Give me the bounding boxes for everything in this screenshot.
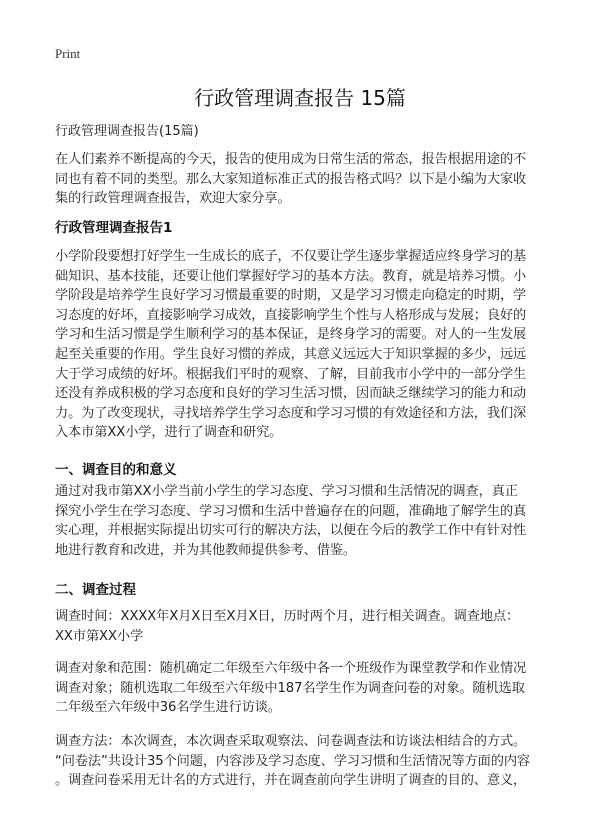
section2-heading: 二、调查过程 bbox=[55, 582, 136, 598]
text-line: 习态度的好坏，直接影响学习成效，直接影响学生个性与人格形成与发展；良好的 bbox=[55, 307, 527, 323]
text-line: 大于学习成绩的好坏。根据我们平时的观察、了解，目前我市小学中的一部分学生 bbox=[55, 366, 527, 382]
text-line: 在人们素养不断提高的今天，报告的使用成为日常生活的常态，报告根据用途的不 bbox=[55, 152, 527, 167]
report-heading: 行政管理调查报告1 bbox=[55, 220, 173, 236]
time-paragraph bbox=[55, 607, 555, 646]
text-line: 入本市第XX小学，进行了调查和研究。 bbox=[55, 425, 283, 441]
text-line: 集的行政管理调查报告，欢迎大家分享。 bbox=[55, 191, 291, 207]
text-line: 通过对我市第XX小学当前小学生的学习态度、学习习惯和生活情况的调查，真正 bbox=[55, 484, 518, 499]
text-line: 地进行教育和改进，并为其他教师提供参考、借鉴。 bbox=[55, 542, 357, 558]
method-paragraph bbox=[55, 732, 555, 791]
text-line: XX市第XX小学 bbox=[55, 628, 144, 644]
section1-paragraph bbox=[55, 482, 555, 560]
text-line: 力。为了改变现状，寻找培养学生学习态度和学习习惯的有效途径和方法，我们深 bbox=[55, 405, 527, 421]
section1-heading: 一、调查目的和意义 bbox=[55, 462, 177, 478]
text-line: 还没有养成积极的学习态度和良好的学习生活习惯，因而缺乏继续学习的能力和动 bbox=[55, 386, 527, 402]
text-line: 实心理，并根据实际提出切实可行的解决方法，以便在今后的教学工作中有针对性 bbox=[55, 523, 527, 539]
text-line: 调查时间：XXXX年X月X日至X月X日，历时两个月，进行相关调查。调查地点： bbox=[55, 609, 520, 624]
print-link[interactable]: Print bbox=[55, 46, 81, 61]
text-line: 。调查问卷采用无计名的方式进行，并在调查前向学生讲明了调查的目的、意义， bbox=[55, 773, 527, 789]
text-line: 学阶段是培养学生良好学习习惯最重要的时期，又是学习习惯走向稳定的时期，学 bbox=[55, 288, 527, 304]
page-title: 行政管理调查报告 15篇 bbox=[194, 86, 406, 110]
text-line: “问卷法”共设计35个问题，内容涉及学习态度、学习习惯和生活情况等方面的内容 bbox=[55, 753, 531, 769]
text-line: 小学阶段要想打好学生一生成长的底子，不仅要让学生逐步掌握适应终身学习的基 bbox=[55, 249, 527, 264]
text-line: 调查对象；随机选取二年级至六年级中187名学生作为调查问卷的对象。随机选取 bbox=[55, 680, 525, 696]
scope-paragraph bbox=[55, 659, 555, 718]
text-line: 二年级至六年级中36名学生进行访谈。 bbox=[55, 700, 281, 716]
text-line: 调查方法：本次调查，本次调查采取观察法、问卷调查法和访谈法相结合的方式。 bbox=[55, 734, 527, 749]
text-line: 同也有着不同的类型。那么大家知道标准正式的报告格式吗？以下是小编为大家收 bbox=[55, 171, 527, 187]
text-line: 学习和生活习惯是学生顺利学习的基本保证，是终身学习的需要。对人的一生发展 bbox=[55, 327, 527, 343]
intro-paragraph bbox=[55, 150, 555, 209]
text-line: 调查对象和范围：随机确定二年级至六年级中各一个班级作为课堂教学和作业情况 bbox=[55, 661, 527, 676]
subtitle: 行政管理调查报告(15篇) bbox=[55, 124, 199, 139]
text-line: 起至关重要的作用。学生良好习惯的养成，其意义远远大于知识掌握的多少，远远 bbox=[55, 346, 527, 362]
text-line: 础知识、基本技能，还要让他们掌握好学习的基本方法。教育，就是培养习惯。小 bbox=[55, 268, 527, 284]
report-paragraph bbox=[55, 247, 555, 443]
text-line: 探究小学生在学习态度、学习习惯和生活中普遍存在的问题，准确地了解学生的真 bbox=[55, 503, 527, 519]
